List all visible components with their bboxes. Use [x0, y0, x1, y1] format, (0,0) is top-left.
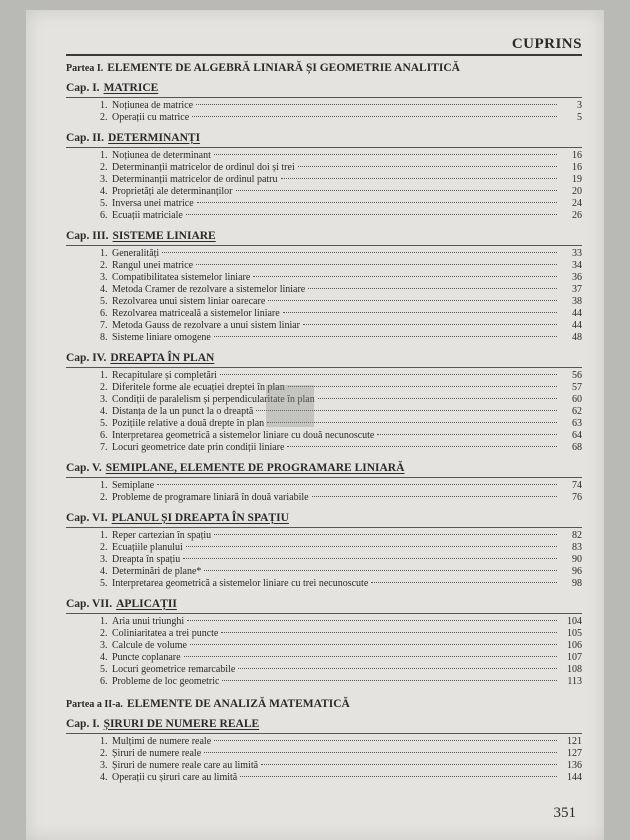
- part-title: ELEMENTE DE ANALIZĂ MATEMATICĂ: [126, 698, 350, 710]
- entry-title: Locuri geometrice date prin condiții liniare: [112, 442, 285, 453]
- toc-entry: [66, 772, 582, 784]
- chapter-rule: [66, 477, 582, 478]
- chapter-label: Cap. I.: [66, 718, 100, 730]
- chapter-title: APLICAȚII: [116, 598, 177, 610]
- part-title: ELEMENTE DE ALGEBRĂ LINIARĂ ȘI GEOMETRIE ANALITICĂ: [107, 62, 460, 74]
- book-page: [26, 10, 604, 840]
- entry-number: 5.: [100, 578, 108, 589]
- entry-leader-dots: [186, 214, 557, 215]
- entry-leader-dots: [214, 534, 557, 535]
- entry-page: 44: [572, 320, 582, 331]
- entry-number: 3.: [100, 394, 108, 405]
- entry-number: 3.: [100, 272, 108, 283]
- entry-leader-dots: [253, 276, 557, 277]
- chapter-rule: [66, 97, 582, 98]
- entry-leader-dots: [162, 252, 557, 253]
- entry-number: 3.: [100, 554, 108, 565]
- entry-title: Puncte coplanare: [112, 652, 181, 663]
- entry-number: 6.: [100, 210, 108, 221]
- entry-number: 1.: [100, 248, 108, 259]
- entry-page: 64: [572, 430, 582, 441]
- chapter-heading: [66, 230, 582, 242]
- entry-leader-dots: [377, 434, 557, 435]
- chapter-rule: [66, 613, 582, 614]
- entry-title: Metoda Gauss de rezolvare a unui sistem liniar: [112, 320, 300, 331]
- entry-page: 104: [567, 616, 582, 627]
- entry-leader-dots: [192, 116, 557, 117]
- toc-entry: [66, 578, 582, 590]
- chapter-title: PLANUL ȘI DREAPTA ÎN SPAȚIU: [111, 512, 289, 524]
- entry-page: 63: [572, 418, 582, 429]
- chapter-title: SISTEME LINIARE: [112, 230, 216, 242]
- entry-leader-dots: [204, 752, 557, 753]
- chapter-rule: [66, 733, 582, 734]
- entry-title: Interpretarea geometrică a sistemelor liniare cu două necunoscute: [112, 430, 375, 441]
- entry-page: 48: [572, 332, 582, 343]
- entry-leader-dots: [312, 496, 557, 497]
- toc-entry: [66, 616, 582, 628]
- entry-leader-dots: [268, 300, 557, 301]
- entry-page: 38: [572, 296, 582, 307]
- entry-title: Reper cartezian în spațiu: [112, 530, 212, 541]
- entry-page: 56: [572, 370, 582, 381]
- entry-number: 5.: [100, 198, 108, 209]
- entry-page: 60: [572, 394, 582, 405]
- entry-title: Șiruri de numere reale care au limită: [112, 760, 259, 771]
- toc-entry: [66, 198, 582, 210]
- entry-title: Operații cu matrice: [112, 112, 190, 123]
- toc-entry: [66, 320, 582, 332]
- part-label: Partea a II-a.: [66, 699, 123, 710]
- entry-title: Diferitele forme ale ecuației dreptei în plan: [112, 382, 285, 393]
- part-label: Partea I.: [66, 63, 104, 74]
- toc-entry: [66, 284, 582, 296]
- entry-leader-dots: [214, 154, 557, 155]
- entry-number: 3.: [100, 640, 108, 651]
- entry-page: 106: [567, 640, 582, 651]
- table-of-contents: [66, 62, 582, 784]
- entry-page: 108: [567, 664, 582, 675]
- entry-leader-dots: [283, 312, 557, 313]
- chapter-heading: [66, 512, 582, 524]
- entry-leader-dots: [238, 668, 557, 669]
- entry-number: 1.: [100, 100, 108, 111]
- toc-entry: [66, 150, 582, 162]
- entry-title: Locuri geometrice remarcabile: [112, 664, 236, 675]
- chapter-rule: [66, 367, 582, 368]
- page-title: CUPRINS: [511, 36, 582, 52]
- toc-entry: [66, 760, 582, 772]
- chapter-label: Cap. V.: [66, 462, 102, 474]
- entry-leader-dots: [261, 764, 557, 765]
- chapter-title: SEMIPLANE, ELEMENTE DE PROGRAMARE LINIARĂ: [105, 462, 405, 474]
- entry-page: 20: [572, 186, 582, 197]
- entry-page: 16: [572, 162, 582, 173]
- chapter-title: DETERMINANȚI: [108, 132, 201, 144]
- entry-leader-dots: [214, 336, 557, 337]
- chapter-rule: [66, 147, 582, 148]
- entry-leader-dots: [221, 632, 557, 633]
- entry-number: 5.: [100, 418, 108, 429]
- chapter-title: DREAPTA ÎN PLAN: [110, 352, 215, 364]
- toc-entry: [66, 736, 582, 748]
- entry-title: Calcule de volume: [112, 640, 187, 651]
- entry-leader-dots: [157, 484, 557, 485]
- entry-leader-dots: [308, 288, 557, 289]
- entry-leader-dots: [190, 644, 557, 645]
- entry-number: 2.: [100, 112, 108, 123]
- toc-entry: [66, 370, 582, 382]
- entry-leader-dots: [371, 582, 557, 583]
- entry-page: 136: [567, 760, 582, 771]
- entry-leader-dots: [196, 264, 557, 265]
- entry-title: Sisteme liniare omogene: [112, 332, 211, 343]
- entry-title: Probleme de programare liniară în două variabile: [112, 492, 309, 503]
- page-header: [66, 34, 582, 56]
- entry-leader-dots: [197, 202, 557, 203]
- chapter-label: Cap. IV.: [66, 352, 107, 364]
- entry-page: 98: [572, 578, 582, 589]
- entry-title: Ecuații matriciale: [112, 210, 183, 221]
- toc-entry: [66, 260, 582, 272]
- entry-number: 2.: [100, 382, 108, 393]
- entry-page: 26: [572, 210, 582, 221]
- entry-number: 6.: [100, 676, 108, 687]
- entry-title: Mulțimi de numere reale: [112, 736, 212, 747]
- part-heading: [66, 62, 582, 74]
- entry-page: 105: [567, 628, 582, 639]
- entry-page: 107: [567, 652, 582, 663]
- chapter-label: Cap. I.: [66, 82, 100, 94]
- toc-entry: [66, 112, 582, 124]
- entry-number: 2.: [100, 492, 108, 503]
- entry-page: 57: [572, 382, 582, 393]
- entry-number: 6.: [100, 308, 108, 319]
- toc-entry: [66, 418, 582, 430]
- entry-leader-dots: [184, 656, 557, 657]
- entry-number: 1.: [100, 736, 108, 747]
- entry-title: Ecuațiile planului: [112, 542, 183, 553]
- entry-number: 4.: [100, 284, 108, 295]
- entry-leader-dots: [288, 386, 557, 387]
- entry-title: Condiții de paralelism și perpendicularitate în plan: [112, 394, 315, 405]
- toc-entry: [66, 748, 582, 760]
- entry-leader-dots: [256, 410, 557, 411]
- entry-title: Probleme de loc geometric: [112, 676, 220, 687]
- entry-page: 37: [572, 284, 582, 295]
- page-number: 351: [553, 805, 576, 821]
- chapter-label: Cap. VII.: [66, 598, 113, 610]
- chapter-heading: [66, 132, 582, 144]
- entry-number: 2.: [100, 162, 108, 173]
- toc-entry: [66, 652, 582, 664]
- entry-page: 33: [572, 248, 582, 259]
- entry-title: Aria unui triunghi: [112, 616, 185, 627]
- entry-title: Proprietăți ale determinanților: [112, 186, 233, 197]
- entry-number: 2.: [100, 628, 108, 639]
- entry-leader-dots: [220, 374, 557, 375]
- entry-number: 1.: [100, 530, 108, 541]
- toc-entry: [66, 162, 582, 174]
- entry-page: 19: [572, 174, 582, 185]
- toc-entry: [66, 640, 582, 652]
- chapter-label: Cap. VI.: [66, 512, 108, 524]
- entry-number: 1.: [100, 480, 108, 491]
- toc-entry: [66, 296, 582, 308]
- entry-title: Inversa unei matrice: [112, 198, 194, 209]
- entry-page: 127: [567, 748, 582, 759]
- entry-page: 82: [572, 530, 582, 541]
- toc-entry: [66, 394, 582, 406]
- chapter-label: Cap. III.: [66, 230, 109, 242]
- entry-page: 34: [572, 260, 582, 271]
- toc-entry: [66, 248, 582, 260]
- entry-title: Interpretarea geometrică a sistemelor liniare cu trei necunoscute: [112, 578, 369, 589]
- toc-entry: [66, 530, 582, 542]
- entry-title: Semiplane: [112, 480, 155, 491]
- entry-number: 4.: [100, 652, 108, 663]
- entry-page: 68: [572, 442, 582, 453]
- entry-title: Determinări de plane*: [112, 566, 202, 577]
- toc-entry: [66, 676, 582, 688]
- entry-title: Determinanții matricelor de ordinul patru: [112, 174, 278, 185]
- entry-number: 8.: [100, 332, 108, 343]
- toc-entry: [66, 430, 582, 442]
- toc-entry: [66, 628, 582, 640]
- entry-number: 1.: [100, 150, 108, 161]
- toc-entry: [66, 542, 582, 554]
- entry-leader-dots: [187, 620, 557, 621]
- entry-number: 7.: [100, 320, 108, 331]
- entry-title: Distanța de la un punct la o dreaptă: [112, 406, 254, 417]
- part-heading: [66, 698, 582, 710]
- chapter-heading: [66, 82, 582, 94]
- entry-leader-dots: [222, 680, 557, 681]
- entry-title: Generalități: [112, 248, 160, 259]
- chapter-rule: [66, 527, 582, 528]
- toc-entry: [66, 186, 582, 198]
- entry-leader-dots: [196, 104, 557, 105]
- entry-leader-dots: [186, 546, 557, 547]
- entry-title: Operații cu șiruri care au limită: [112, 772, 238, 783]
- entry-number: 2.: [100, 260, 108, 271]
- entry-title: Dreapta în spațiu: [112, 554, 181, 565]
- entry-title: Compatibilitatea sistemelor liniare: [112, 272, 251, 283]
- entry-number: 4.: [100, 186, 108, 197]
- entry-title: Noțiunea de determinant: [112, 150, 211, 161]
- entry-number: 3.: [100, 760, 108, 771]
- chapter-heading: [66, 352, 582, 364]
- chapter-title: ȘIRURI DE NUMERE REALE: [103, 718, 260, 730]
- entry-title: Rezolvarea unui sistem liniar oarecare: [112, 296, 266, 307]
- entry-page: 5: [577, 112, 582, 123]
- entry-title: Rangul unei matrice: [112, 260, 194, 271]
- entry-title: Recapitulare și completări: [112, 370, 217, 381]
- toc-entry: [66, 554, 582, 566]
- entry-page: 144: [567, 772, 582, 783]
- entry-title: Pozițiile relative a două drepte în plan: [112, 418, 265, 429]
- toc-entry: [66, 566, 582, 578]
- entry-number: 2.: [100, 542, 108, 553]
- entry-title: Coliniaritatea a trei puncte: [112, 628, 219, 639]
- entry-page: 74: [572, 480, 582, 491]
- entry-number: 4.: [100, 406, 108, 417]
- entry-title: Determinanții matricelor de ordinul doi și trei: [112, 162, 295, 173]
- toc-entry: [66, 664, 582, 676]
- chapter-rule: [66, 245, 582, 246]
- entry-page: 36: [572, 272, 582, 283]
- entry-number: 4.: [100, 566, 108, 577]
- entry-leader-dots: [267, 422, 557, 423]
- entry-number: 1.: [100, 370, 108, 381]
- entry-number: 4.: [100, 772, 108, 783]
- entry-leader-dots: [318, 398, 557, 399]
- entry-page: 3: [577, 100, 582, 111]
- toc-entry: [66, 210, 582, 222]
- chapter-title: MATRICE: [103, 82, 159, 94]
- entry-page: 83: [572, 542, 582, 553]
- toc-entry: [66, 332, 582, 344]
- entry-title: Șiruri de numere reale: [112, 748, 202, 759]
- toc-entry: [66, 406, 582, 418]
- chapter-heading: [66, 718, 582, 730]
- entry-leader-dots: [281, 178, 558, 179]
- toc-entry: [66, 272, 582, 284]
- entry-number: 5.: [100, 664, 108, 675]
- entry-number: 1.: [100, 616, 108, 627]
- entry-page: 24: [572, 198, 582, 209]
- entry-number: 3.: [100, 174, 108, 185]
- toc-entry: [66, 382, 582, 394]
- entry-leader-dots: [236, 190, 557, 191]
- entry-leader-dots: [298, 166, 557, 167]
- entry-page: 113: [567, 676, 582, 687]
- entry-page: 62: [572, 406, 582, 417]
- entry-number: 6.: [100, 430, 108, 441]
- entry-page: 121: [567, 736, 582, 747]
- chapter-heading: [66, 598, 582, 610]
- entry-page: 16: [572, 150, 582, 161]
- toc-entry: [66, 174, 582, 186]
- toc-entry: [66, 442, 582, 454]
- chapter-label: Cap. II.: [66, 132, 105, 144]
- entry-leader-dots: [240, 776, 557, 777]
- entry-page: 90: [572, 554, 582, 565]
- entry-number: 7.: [100, 442, 108, 453]
- entry-page: 44: [572, 308, 582, 319]
- entry-leader-dots: [287, 446, 557, 447]
- entry-title: Metoda Cramer de rezolvare a sistemelor liniare: [112, 284, 306, 295]
- entry-leader-dots: [303, 324, 557, 325]
- entry-title: Noțiunea de matrice: [112, 100, 194, 111]
- chapter-heading: [66, 462, 582, 474]
- entry-page: 96: [572, 566, 582, 577]
- entry-number: 5.: [100, 296, 108, 307]
- entry-page: 76: [572, 492, 582, 503]
- toc-entry: [66, 308, 582, 320]
- toc-entry: [66, 100, 582, 112]
- toc-entry: [66, 492, 582, 504]
- entry-leader-dots: [183, 558, 557, 559]
- toc-entry: [66, 480, 582, 492]
- entry-number: 2.: [100, 748, 108, 759]
- entry-leader-dots: [214, 740, 557, 741]
- entry-title: Rezolvarea matriceală a sistemelor liniare: [112, 308, 280, 319]
- entry-leader-dots: [204, 570, 557, 571]
